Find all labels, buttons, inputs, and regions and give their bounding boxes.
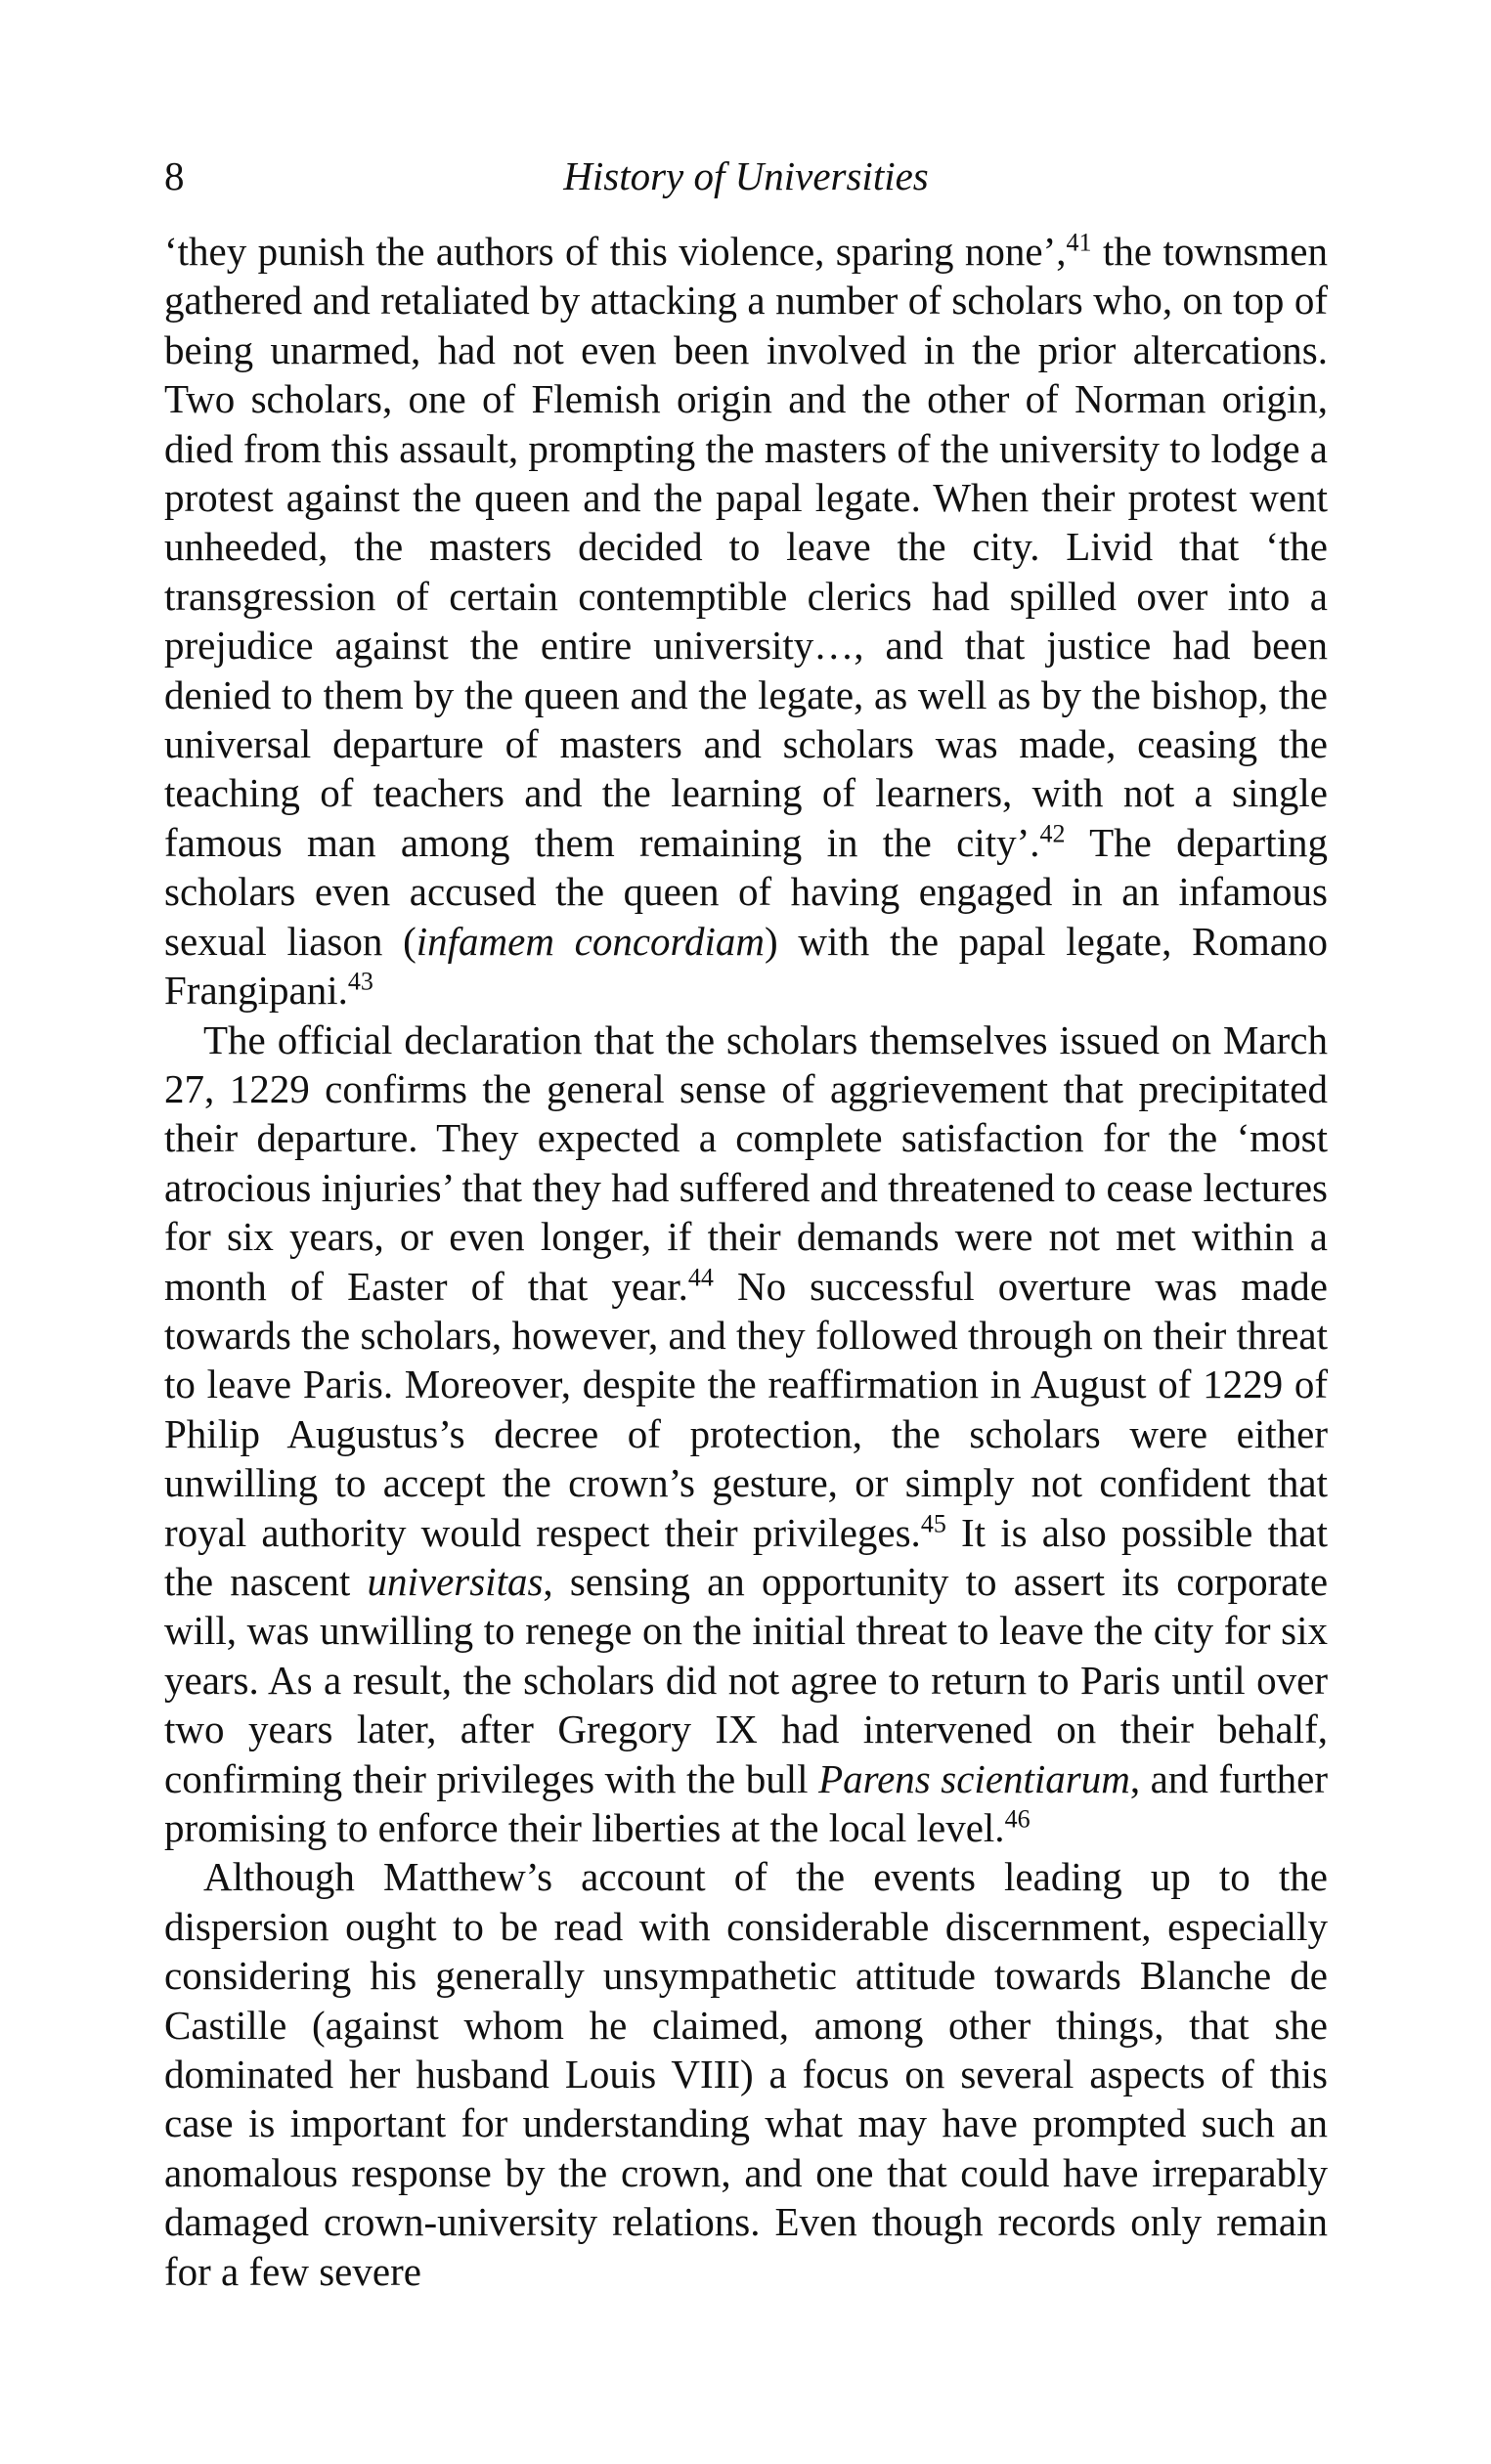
italic-text: universitas: [367, 1558, 544, 1604]
text-run: , and further promising to enforce their liberties at the local level.: [164, 1755, 1328, 1850]
text-run: ‘they punish the authors of this violence, sparing none’,: [164, 229, 1067, 274]
footnote-marker: 43: [347, 967, 373, 996]
text-run: It is also possible that the nascent: [164, 1509, 1329, 1604]
running-head: [164, 147, 1328, 205]
text-run: The official declaration that the scholars themselves issued on March 27, 1229 confirms the general sense of aggrievement that precipitated their departure. They expected a complete satisfaction for the ‘most atrocious injuries’ that they had suffered and threatened to cease lectures for six years, or even longer, if their demands were not met within a month of Easter of that year.: [164, 1016, 1328, 1309]
paragraph-1: [164, 227, 1328, 1016]
footnote-marker: 46: [1004, 1804, 1031, 1834]
text-run: Although Matthew’s account of the events leading up to the dispersion ought to be read with considerable discernment, especially considering his generally unsympathetic attitude towards Blanche de Castille (against whom he claimed, among other things, that she dominated her husband Louis VIII) a focus on several aspects of this case is important for understanding what may have prompted such an anomalous response by the crown, and one that could have irreparably damaged crown-university relations. Even though records only remain for a few severe: [164, 1854, 1328, 2294]
book-page: [164, 147, 1328, 2296]
footnote-marker: 41: [1066, 228, 1092, 257]
page-number: 8: [164, 153, 185, 198]
text-run: ) with the papal legate, Romano Frangipani.: [164, 918, 1328, 1014]
paragraph-2: [164, 1016, 1328, 1853]
running-title: History of Universities: [563, 153, 929, 198]
body-text: [164, 227, 1328, 2296]
footnote-marker: 44: [687, 1263, 714, 1292]
footnote-marker: 45: [920, 1509, 946, 1538]
text-run: , sensing an opportunity to assert its corporate will, was unwilling to renege on the initial threat to leave the city for six years. As a result, the scholars did not agree to return to Paris until over two years later, after Gregory IX had intervened on their behalf, confirming their privileges with the bull: [164, 1558, 1329, 1801]
footnote-marker: 42: [1039, 819, 1066, 848]
text-run: the townsmen gathered and retaliated by attacking a number of scholars who, on top of being unarmed, had not even been involved in the prior altercations. Two scholars, one of Flemish origin and the other of Norman origin, died from this assault, prompting the masters of the university to lodge a protest against the queen and the papal legate. When their protest went unheeded, the masters decided to leave the city. Livid that ‘the transgression of certain contemptible clerics had spilled over into a prejudice against the entire university…, and that justice had been denied to them by the queen and the legate, as well as by the bishop, the universal departure of masters and scholars was made, ceasing the teaching of teachers and the learning of learners, with not a single famous man among them remaining in the city’.: [164, 229, 1328, 865]
text-run: The departing scholars even accused the queen of having engaged in an infamous sexual liason (: [164, 819, 1328, 964]
italic-text: infamem concordiam: [416, 918, 765, 964]
italic-text: Parens scientiarum: [818, 1755, 1130, 1801]
text-run: No successful overture was made towards the scholars, however, and they followed through on their threat to leave Paris. Moreover, despite the reaffirmation in August of 1229 of Philip Augustus’s decree of protection, the scholars were either unwilling to accept the crown’s gesture, or simply not confident that royal authority would respect their privileges.: [164, 1263, 1328, 1555]
paragraph-3: [164, 1852, 1328, 2296]
